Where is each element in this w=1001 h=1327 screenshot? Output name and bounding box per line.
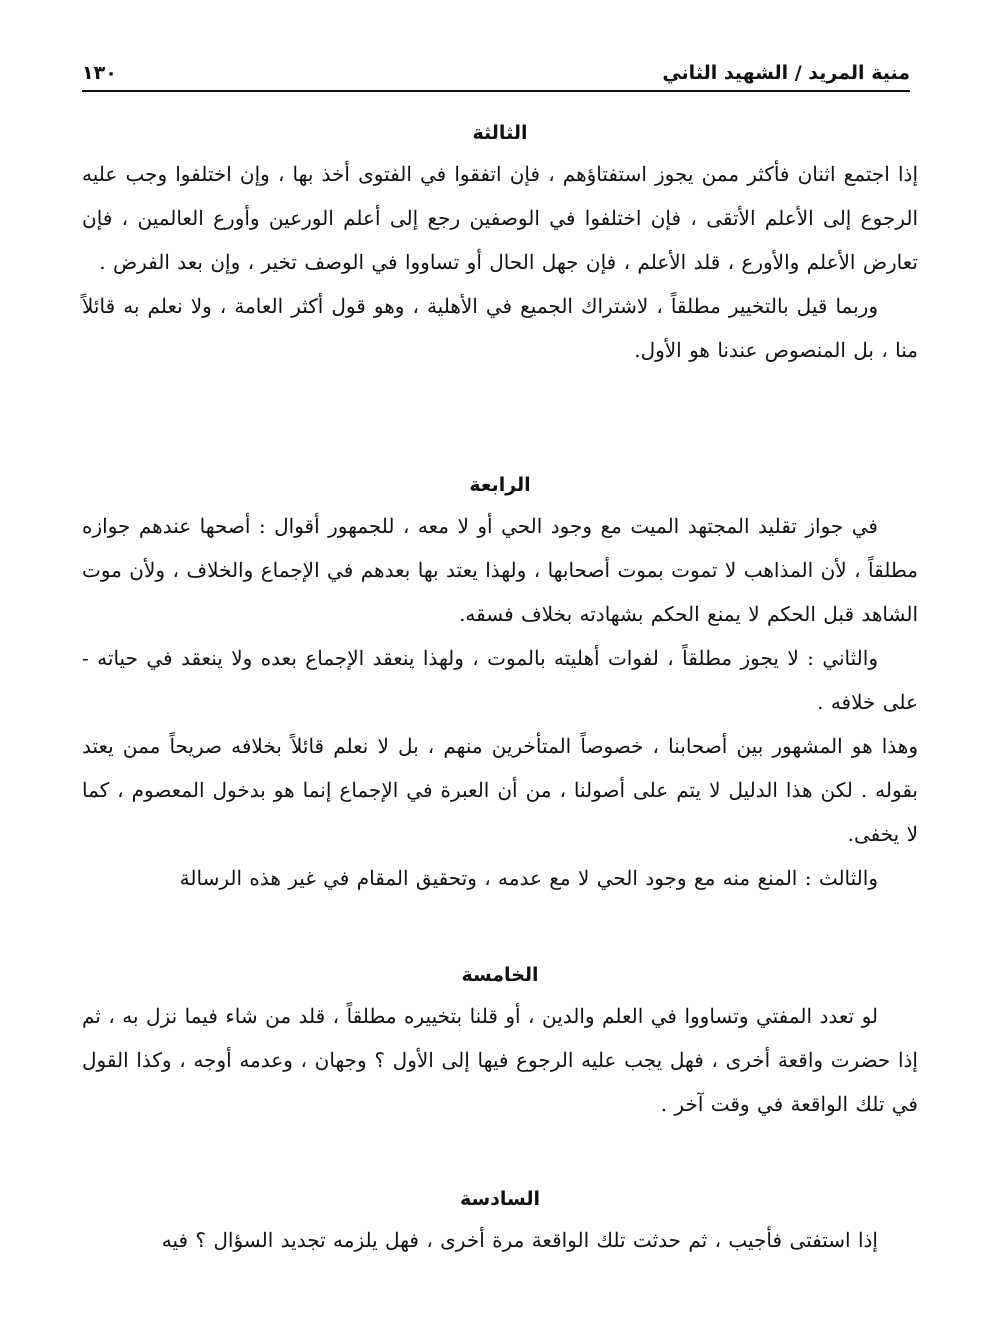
section-fourth bbox=[82, 470, 918, 900]
section-sixth bbox=[82, 1184, 918, 1262]
paragraph: لو تعدد المفتي وتساووا في العلم والدين ، أو قلنا بتخييره مطلقاً ، قلد من شاء فيما نزل به ، ثم إذا حضرت واقعة أخرى ، فهل يجب عليه الرجوع فيها إلى الأول ؟ وجهان ، وعدمه أوجه ، وكذا القول في تلك الواقعة في وقت آخر . bbox=[82, 1004, 918, 1116]
paragraph: إذا اجتمع اثنان فأكثر ممن يجوز استفتاؤهم ، فإن اتفقوا في الفتوى أخذ بها ، وإن اختلفوا وجب عليه الرجوع إلى الأعلم الأتقى ، فإن اختلفوا في الوصفين رجع إلى أعلم الورعين وأورع العالمين ، فإن تعارض الأعلم والأورع ، قلد الأعلم ، فإن جهل الحال أو تساووا في الوصف تخير ، وإن بعد الفرض . bbox=[82, 162, 918, 274]
section-heading: الثالثة bbox=[472, 122, 528, 144]
header-title: منية المريد / الشهيد الثاني bbox=[662, 62, 910, 84]
section-heading: الخامسة bbox=[461, 964, 539, 986]
paragraph: وربما قيل بالتخيير مطلقاً ، لاشتراك الجميع في الأهلية ، وهو قول أكثر العامة ، ولا نعلم به قائلاً منا ، بل المنصوص عندنا هو الأول. bbox=[82, 294, 918, 362]
section-heading: السادسة bbox=[459, 1188, 541, 1210]
paragraph: في جواز تقليد المجتهد الميت مع وجود الحي أو لا معه ، للجمهور أقوال : أصحها عندهم جوازه مطلقاً ، لأن المذاهب لا تموت بموت أصحابها ، ولهذا يعتد بها بعدهم في الإجماع والخلاف ، ولأن موت الشاهد قبل الحكم لا يمنع الحكم بشهادته بخلاف فسقه. bbox=[82, 514, 918, 626]
paragraph: والثالث : المنع منه مع وجود الحي لا مع عدمه ، وتحقيق المقام في غير هذه الرسالة bbox=[179, 866, 878, 890]
section-heading: الرابعة bbox=[469, 474, 531, 496]
paragraph: وهذا هو المشهور بين أصحابنا ، خصوصاً المتأخرين منهم ، بل لا نعلم قائلاً بخلافه صريحاً ممن يعتد بقوله . لكن هذا الدليل لا يتم على أصولنا ، من أن العبرة في الإجماع إنما هو بدخول المعصوم ، كما لا يخفى. bbox=[82, 734, 918, 846]
paragraph: إذا استفتى فأجيب ، ثم حدثت تلك الواقعة مرة أخرى ، فهل يلزمه تجديد السؤال ؟ فيه bbox=[161, 1228, 878, 1252]
running-header bbox=[82, 58, 910, 92]
paragraph: والثاني : لا يجوز مطلقاً ، لفوات أهليته بالموت ، ولهذا ينعقد الإجماع بعده ولا ينعقد في حياته - على خلافه . bbox=[82, 646, 918, 714]
section-third bbox=[82, 118, 918, 372]
page-number: ١٣٠ bbox=[82, 62, 117, 84]
section-fifth bbox=[82, 960, 918, 1126]
